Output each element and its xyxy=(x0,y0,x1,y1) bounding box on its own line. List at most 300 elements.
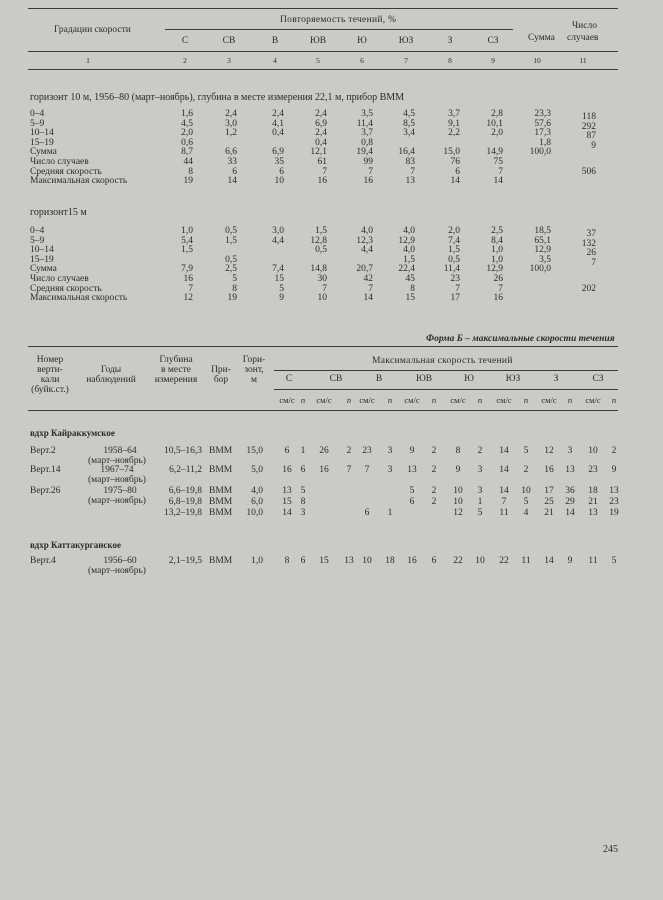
max-speed-value: 2 xyxy=(611,446,617,456)
data-cell: 8 xyxy=(188,166,193,177)
max-speed-value: 5 xyxy=(409,486,415,496)
n-header: n xyxy=(567,395,573,405)
data-cell: 1,2 xyxy=(225,128,237,139)
max-speed-value: 13 xyxy=(344,556,354,566)
data-cell: 2,4 xyxy=(272,109,284,119)
max-speed-value: 13 xyxy=(407,465,417,475)
vertical-id: Верт.4 xyxy=(30,556,56,566)
data-cell: 23 xyxy=(450,274,460,284)
max-speed-rule xyxy=(274,370,618,371)
data-cell: 2,5 xyxy=(225,264,237,275)
data-cell: 5 xyxy=(232,274,237,284)
max-speed-value: 26 xyxy=(319,446,329,456)
data-cell: 6 xyxy=(455,166,460,177)
max-speed-value: 1 xyxy=(300,446,306,456)
max-speed-value: 6 xyxy=(364,508,370,518)
table-b-caption: Форма Б – максимальные скорости течения xyxy=(426,334,615,344)
max-speed-value: 12 xyxy=(544,446,554,456)
horizon: 1,0 xyxy=(251,556,263,566)
data-cell: 4,5 xyxy=(181,118,193,129)
data-cell: 45 xyxy=(405,274,415,284)
data-cell: 8,5 xyxy=(403,118,415,129)
max-speed-value: 16 xyxy=(544,465,554,475)
reservoir-group-title: вдхр Каттакурганское xyxy=(30,540,121,550)
direction-header: З xyxy=(447,36,453,46)
max-speed-value: 7 xyxy=(364,465,370,475)
max-speed-value: 7 xyxy=(346,465,352,475)
data-cell: 11,4 xyxy=(443,264,460,275)
depth: 10,5–16,3 xyxy=(164,446,202,456)
data-cell: 22,4 xyxy=(398,264,415,275)
horizon-header-2: зонт, xyxy=(244,365,264,375)
data-cell: 202 xyxy=(581,283,596,294)
max-speed-value: 8 xyxy=(455,446,461,456)
vertical-id: Верт.2 xyxy=(30,446,56,456)
max-speed-value: 2 xyxy=(431,486,437,496)
data-cell: 2,8 xyxy=(491,109,503,119)
direction-header: ЮВ xyxy=(309,36,327,46)
data-cell: 4,5 xyxy=(403,109,415,119)
data-cell: 1,0 xyxy=(491,245,503,256)
data-cell: 16,4 xyxy=(398,147,415,158)
count-header-2: случаев xyxy=(567,33,599,43)
data-cell: 12,9 xyxy=(398,235,415,246)
data-cell: 17 xyxy=(450,293,460,304)
row-label: Сумма xyxy=(30,147,57,158)
direction-header: Ю xyxy=(357,36,367,46)
data-cell: 12 xyxy=(183,293,193,304)
device: ВММ xyxy=(209,446,233,456)
data-cell: 1,5 xyxy=(448,245,460,256)
data-cell: 10 xyxy=(274,176,284,187)
header-rule-1 xyxy=(28,51,618,52)
row-label: 10–14 xyxy=(30,245,54,256)
direction-header: В xyxy=(271,36,279,46)
depth-header xyxy=(150,355,202,385)
max-speed-value: 2 xyxy=(431,497,437,507)
data-cell: 42 xyxy=(363,274,373,284)
data-cell: 100,0 xyxy=(529,264,551,275)
column-number: 2 xyxy=(183,56,187,65)
horizon: 15,0 xyxy=(246,446,263,456)
data-cell: 2,0 xyxy=(181,128,193,139)
row-label: Средняя скорость xyxy=(30,283,102,294)
data-cell: 7 xyxy=(591,257,596,268)
data-cell: 14 xyxy=(450,176,460,187)
unit-header: см/с xyxy=(316,395,332,405)
max-speed-value: 16 xyxy=(407,556,417,566)
data-cell: 3,0 xyxy=(225,118,237,129)
max-speed-value: 23 xyxy=(609,497,619,507)
row-label: 10–14 xyxy=(30,128,54,139)
data-cell: 20,7 xyxy=(356,264,373,275)
max-speed-value: 21 xyxy=(588,497,598,507)
max-speed-value: 2 xyxy=(431,465,437,475)
depth: 13,2–19,8 xyxy=(164,508,202,518)
vertical-id: Верт.14 xyxy=(30,465,61,475)
data-cell: 1,5 xyxy=(181,245,193,256)
device-header-1: При- xyxy=(211,365,231,375)
data-cell: 0,5 xyxy=(448,254,460,265)
data-cell: 3,7 xyxy=(448,109,460,119)
data-cell: 3,4 xyxy=(403,128,415,139)
n-header: n xyxy=(477,395,483,405)
data-cell: 7,9 xyxy=(181,264,193,275)
direction-header: С xyxy=(181,36,189,46)
max-speed-value: 11 xyxy=(499,508,509,518)
horizon-header-1: Гори- xyxy=(242,355,266,365)
depth-header-1: Глубина xyxy=(159,355,193,365)
max-speed-value: 9 xyxy=(455,465,461,475)
max-speed-value: 14 xyxy=(565,508,575,518)
data-cell: 15 xyxy=(405,293,415,304)
data-cell: 16 xyxy=(493,293,503,304)
direction-header-b: СЗ xyxy=(592,374,604,384)
data-cell: 14 xyxy=(363,293,373,304)
data-cell: 6,9 xyxy=(272,147,284,158)
data-cell: 33 xyxy=(227,157,237,167)
max-speed-value: 13 xyxy=(565,465,575,475)
data-cell: 2,4 xyxy=(315,109,327,119)
column-number: 5 xyxy=(316,56,320,65)
data-cell: 6,9 xyxy=(315,118,327,129)
data-cell: 4,4 xyxy=(361,245,373,256)
max-speed-value: 5 xyxy=(300,486,306,496)
gradation-header: Градации скорости xyxy=(54,25,131,35)
column-number: 4 xyxy=(273,56,277,65)
max-speed-value: 14 xyxy=(544,556,554,566)
horizon-header-3: м xyxy=(250,375,257,385)
max-speed-value: 2 xyxy=(477,446,483,456)
max-speed-value: 6 xyxy=(284,446,290,456)
device: ВММ xyxy=(209,465,233,475)
direction-header: ЮЗ xyxy=(398,36,414,46)
data-cell: 13 xyxy=(405,176,415,187)
column-number: 11 xyxy=(579,56,587,65)
data-cell: 11,4 xyxy=(356,118,373,129)
data-cell: 99 xyxy=(363,157,373,167)
device: ВММ xyxy=(209,508,233,518)
unit-header: см/с xyxy=(359,395,375,405)
data-cell: 16 xyxy=(183,274,193,284)
data-cell: 7 xyxy=(498,166,503,177)
years: 1967–74 xyxy=(100,465,134,475)
max-speed-value: 16 xyxy=(319,465,329,475)
years: 1975–80 xyxy=(103,486,137,496)
data-cell: 26 xyxy=(493,274,503,284)
depth: 2,1–19,5 xyxy=(168,556,202,566)
data-cell: 4,0 xyxy=(403,245,415,256)
data-cell: 4,4 xyxy=(272,235,284,246)
max-speed-value: 2 xyxy=(346,446,352,456)
data-cell: 7,4 xyxy=(448,235,460,246)
direction-header: СВ xyxy=(222,36,236,46)
data-cell: 100,0 xyxy=(529,147,551,158)
max-speed-value: 36 xyxy=(565,486,575,496)
unit-header: см/с xyxy=(279,395,295,405)
depth: 6,8–19,8 xyxy=(168,497,202,507)
data-cell: 132 xyxy=(581,238,596,249)
years: 1956–60 xyxy=(103,556,137,566)
data-cell: 0,5 xyxy=(225,226,237,236)
max-speed-value: 3 xyxy=(477,486,483,496)
data-cell: 37 xyxy=(586,229,596,239)
header-rule-2 xyxy=(28,69,618,70)
table-b-top-rule xyxy=(28,346,618,347)
data-cell: 3,5 xyxy=(361,109,373,119)
row-label: 15–19 xyxy=(30,137,54,148)
data-cell: 12,9 xyxy=(486,264,503,275)
unit-header: см/с xyxy=(404,395,420,405)
column-number: 7 xyxy=(404,56,408,65)
data-cell: 8,4 xyxy=(491,235,503,246)
vert-header-3: кали xyxy=(40,375,60,385)
data-cell: 57,6 xyxy=(534,118,551,129)
row-label: 5–9 xyxy=(30,235,45,246)
row-label: 0–4 xyxy=(30,226,45,236)
data-cell: 2,0 xyxy=(448,226,460,236)
unit-header: см/с xyxy=(541,395,557,405)
vert-header xyxy=(28,355,72,395)
data-cell: 16 xyxy=(363,176,373,187)
max-speed-value: 9 xyxy=(409,446,415,456)
max-speed-value: 14 xyxy=(282,508,292,518)
max-speed-value: 7 xyxy=(501,497,507,507)
horizon: 6,0 xyxy=(251,497,263,507)
max-speed-value: 14 xyxy=(499,446,509,456)
data-cell: 76 xyxy=(450,157,460,167)
years: 1958–64 xyxy=(103,446,137,456)
subheader-rule xyxy=(165,29,513,30)
max-speed-value: 14 xyxy=(499,465,509,475)
max-speed-header: Максимальная скорость течений xyxy=(372,356,513,366)
max-speed-value: 6 xyxy=(300,465,306,475)
depth-header-2: в месте xyxy=(161,365,191,375)
max-speed-value: 5 xyxy=(523,446,529,456)
max-speed-value: 18 xyxy=(385,556,395,566)
page-number: 245 xyxy=(603,844,618,855)
data-cell: 0,6 xyxy=(181,137,193,148)
data-cell: 35 xyxy=(274,157,284,167)
reservoir-group-title: вдхр Кайраккумское xyxy=(30,428,115,438)
max-speed-value: 9 xyxy=(567,556,573,566)
data-cell: 1,8 xyxy=(539,137,551,148)
max-speed-value: 13 xyxy=(588,508,598,518)
column-number: 6 xyxy=(360,56,364,65)
data-cell: 0,8 xyxy=(361,137,373,148)
device-header xyxy=(206,365,236,385)
max-speed-value: 3 xyxy=(300,508,306,518)
data-cell: 19 xyxy=(183,176,193,187)
max-speed-value: 11 xyxy=(588,556,598,566)
data-cell: 9 xyxy=(591,140,596,151)
data-cell: 7 xyxy=(498,283,503,294)
data-cell: 3,0 xyxy=(272,226,284,236)
horizon: 10,0 xyxy=(246,508,263,518)
direction-header-b: З xyxy=(553,374,559,384)
data-cell: 5,4 xyxy=(181,235,193,246)
sum-header: Сумма xyxy=(528,33,555,43)
vert-header-2: верти- xyxy=(37,365,63,375)
max-speed-value: 15 xyxy=(282,497,292,507)
n-header: n xyxy=(346,395,352,405)
data-cell: 1,5 xyxy=(403,254,415,265)
years-header-1: Годы xyxy=(100,365,122,375)
data-cell: 17,3 xyxy=(534,128,551,139)
data-cell: 1,5 xyxy=(315,226,327,236)
max-speed-value: 17 xyxy=(544,486,554,496)
data-cell: 4,0 xyxy=(403,226,415,236)
unit-header: см/с xyxy=(496,395,512,405)
data-cell: 8 xyxy=(410,283,415,294)
direction-header-b: ЮЗ xyxy=(505,374,521,384)
section2-title: горизонт15 м xyxy=(30,207,87,218)
horizon-header xyxy=(238,355,270,385)
horizon: 4,0 xyxy=(251,486,263,496)
row-label: Средняя скорость xyxy=(30,166,102,177)
horizon: 5,0 xyxy=(251,465,263,475)
max-speed-value: 10 xyxy=(453,486,463,496)
data-cell: 7,4 xyxy=(272,264,284,275)
row-label: Число случаев xyxy=(30,274,89,284)
device: ВММ xyxy=(209,556,233,566)
data-cell: 506 xyxy=(581,166,596,177)
max-speed-value: 5 xyxy=(477,508,483,518)
max-speed-value: 22 xyxy=(453,556,463,566)
data-cell: 12,3 xyxy=(356,235,373,246)
depth: 6,6–19,8 xyxy=(168,486,202,496)
data-cell: 18,5 xyxy=(534,226,551,236)
data-cell: 15 xyxy=(274,274,284,284)
max-speed-value: 23 xyxy=(588,465,598,475)
years-season: (март–ноябрь) xyxy=(88,496,146,506)
max-speed-value: 6 xyxy=(431,556,437,566)
data-cell: 10,1 xyxy=(486,118,503,129)
data-cell: 292 xyxy=(581,121,596,132)
data-cell: 12,8 xyxy=(310,235,327,246)
data-cell: 4,1 xyxy=(272,118,284,129)
n-header: n xyxy=(431,395,437,405)
years-header xyxy=(76,365,146,385)
device: ВММ xyxy=(209,486,233,496)
years-season: (март–ноябрь) xyxy=(88,566,146,576)
data-cell: 3,7 xyxy=(361,128,373,139)
row-label: Число случаев xyxy=(30,157,89,167)
top-rule xyxy=(28,8,618,9)
max-speed-value: 3 xyxy=(387,446,393,456)
max-speed-value: 12 xyxy=(453,508,463,518)
data-cell: 7 xyxy=(368,166,373,177)
data-cell: 0,4 xyxy=(272,128,284,139)
max-speed-value: 4 xyxy=(523,508,529,518)
max-speed-value: 13 xyxy=(282,486,292,496)
data-cell: 8 xyxy=(232,283,237,294)
section1-title: горизонт 10 м, 1956–80 (март–ноябрь), глубина в месте измерения 22,1 м, прибор ВММ xyxy=(30,92,405,103)
data-cell: 30 xyxy=(317,274,327,284)
column-number: 1 xyxy=(86,56,90,65)
max-speed-value: 5 xyxy=(523,497,529,507)
row-label: Максимальная скорость xyxy=(30,176,128,187)
data-cell: 14,8 xyxy=(310,264,327,275)
years-season: (март–ноябрь) xyxy=(88,475,146,485)
device: ВММ xyxy=(209,497,233,507)
data-cell: 7 xyxy=(188,283,193,294)
unit-rule xyxy=(274,389,618,390)
data-cell: 14 xyxy=(227,176,237,187)
data-cell: 44 xyxy=(183,157,193,167)
row-label: 15–19 xyxy=(30,254,54,265)
repeat-header: Повторяемость течений, % xyxy=(280,15,397,25)
data-cell: 19,4 xyxy=(356,147,373,158)
max-speed-value: 1 xyxy=(477,497,483,507)
max-speed-value: 3 xyxy=(567,446,573,456)
max-speed-value: 10 xyxy=(588,446,598,456)
row-label: 0–4 xyxy=(30,109,45,119)
data-cell: 2,0 xyxy=(491,128,503,139)
data-cell: 12,9 xyxy=(534,245,551,256)
direction-header-b: ЮВ xyxy=(415,374,433,384)
data-cell: 2,2 xyxy=(448,128,460,139)
data-cell: 23,3 xyxy=(534,109,551,119)
max-speed-value: 3 xyxy=(387,465,393,475)
data-cell: 4,0 xyxy=(361,226,373,236)
data-cell: 87 xyxy=(586,131,596,142)
max-speed-value: 10 xyxy=(362,556,372,566)
n-header: n xyxy=(387,395,393,405)
max-speed-value: 2 xyxy=(431,446,437,456)
data-cell: 2,4 xyxy=(225,109,237,119)
column-number: 3 xyxy=(227,56,231,65)
max-speed-value: 6 xyxy=(409,497,415,507)
data-cell: 2,4 xyxy=(315,128,327,139)
data-cell: 0,4 xyxy=(315,137,327,148)
n-header: n xyxy=(611,395,617,405)
max-speed-value: 2 xyxy=(523,465,529,475)
data-cell: 65,1 xyxy=(534,235,551,246)
column-number: 10 xyxy=(533,56,541,65)
max-speed-value: 18 xyxy=(588,486,598,496)
data-cell: 7 xyxy=(455,283,460,294)
max-speed-value: 5 xyxy=(611,556,617,566)
data-cell: 1,6 xyxy=(181,109,193,119)
max-speed-value: 19 xyxy=(609,508,619,518)
table-b-header-bottom-rule xyxy=(28,410,618,411)
max-speed-value: 9 xyxy=(611,465,617,475)
n-header: n xyxy=(523,395,529,405)
data-cell: 3,5 xyxy=(539,254,551,265)
data-cell: 9 xyxy=(279,293,284,304)
data-cell: 0,5 xyxy=(315,245,327,256)
data-cell: 7 xyxy=(368,283,373,294)
data-cell: 2,5 xyxy=(491,226,503,236)
data-cell: 5 xyxy=(279,283,284,294)
direction-header: СЗ xyxy=(487,36,499,46)
max-speed-value: 11 xyxy=(521,556,531,566)
data-cell: 6 xyxy=(232,166,237,177)
max-speed-value: 8 xyxy=(284,556,290,566)
data-cell: 0,5 xyxy=(225,254,237,265)
max-speed-value: 16 xyxy=(282,465,292,475)
max-speed-value: 6 xyxy=(300,556,306,566)
row-label: Сумма xyxy=(30,264,57,275)
count-header-1: Число xyxy=(572,21,597,31)
direction-header-b: СВ xyxy=(329,374,343,384)
data-cell: 6 xyxy=(279,166,284,177)
max-speed-value: 22 xyxy=(499,556,509,566)
max-speed-value: 15 xyxy=(319,556,329,566)
max-speed-value: 23 xyxy=(362,446,372,456)
data-cell: 6,6 xyxy=(225,147,237,158)
